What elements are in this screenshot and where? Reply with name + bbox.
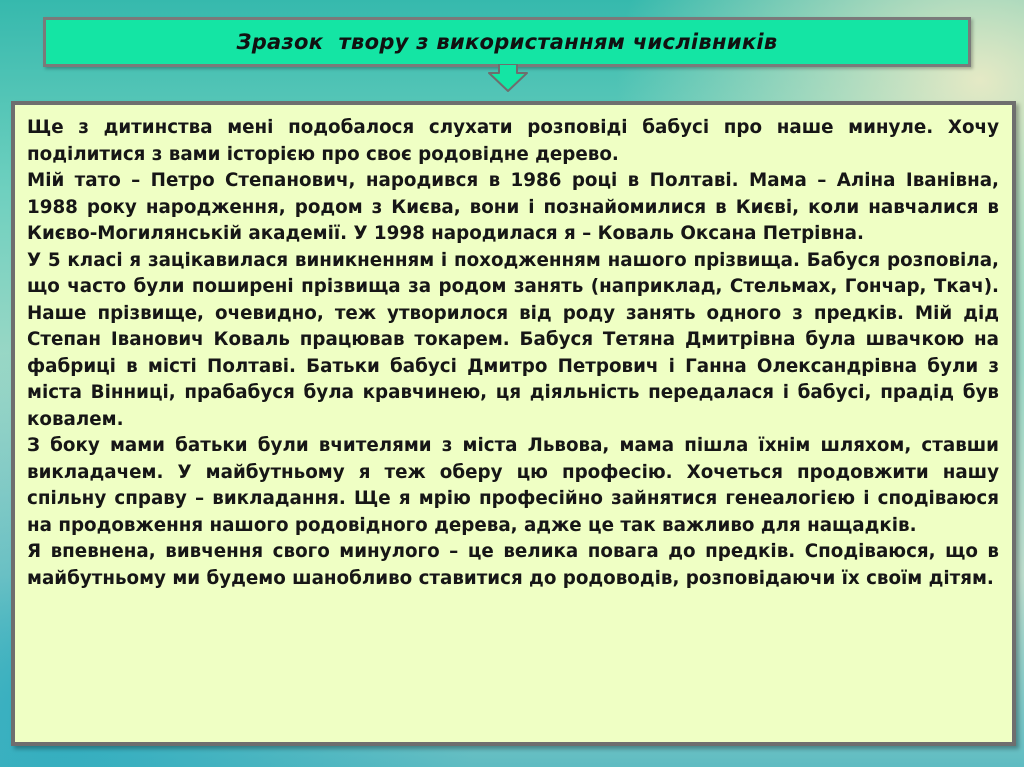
- essay-text: Ще з дитинства мені подобалося слухати розповіді бабусі про наше минуле. Хочу поділитися з вами історією про своє родовідне дерево. Мій тато – Петро Степанович, народився в 1986 році в Полтаві. Мама – Аліна Іванівна, 1988 року народження, родом з Києва, вони і познайомилися в Києві, коли навчалися в Києво-Могилянській академії. У 1998 народилася я – Коваль Оксана Петрівна. У 5 класі я зацікавилася виникненням і походженням нашого прізвища. Бабуся розповіла, що часто були поширені прізвища за родом занять (наприклад, Стельмах, Гончар, Ткач). Наше прізвище, очевидно, теж утворилося від роду занять одного з предків. Мій дід Степан Іванович Коваль працював токарем. Бабуся Тетяна Дмитрівна була швачкою на фабриці в місті Полтаві. Батьки бабусі Дмитро Петрович і Ганна Олександрівна були з міста Вінниці, прабабуся була кравчинею, ця діяльність передалася і бабусі, прадід був ковалем. З боку мами батьки були вчителями з міста Львова, мама пішла їхнім шляхом, ставши викладачем. У майбутньому я теж оберу цю професію. Хочеться продовжити нашу спільну справу – викладання. Ще я мрію професійно зайнятися генеалогією і сподіваюся на продовження нашого родовідного дерева, адже це так важливо для нащадків. Я впевнена, вивчення свого минулого – це велика повага до предків. Сподіваюся, що в майбутньому ми будемо шанобливо ставитися до родоводів, розповідаючи їх своїм дітям.: [27, 117, 999, 589]
- slide-title-box: [43, 17, 971, 67]
- slide-title: Зразок твору з використанням числівників: [236, 30, 778, 54]
- essay-panel: [11, 101, 1016, 746]
- down-arrow-icon: [488, 64, 528, 92]
